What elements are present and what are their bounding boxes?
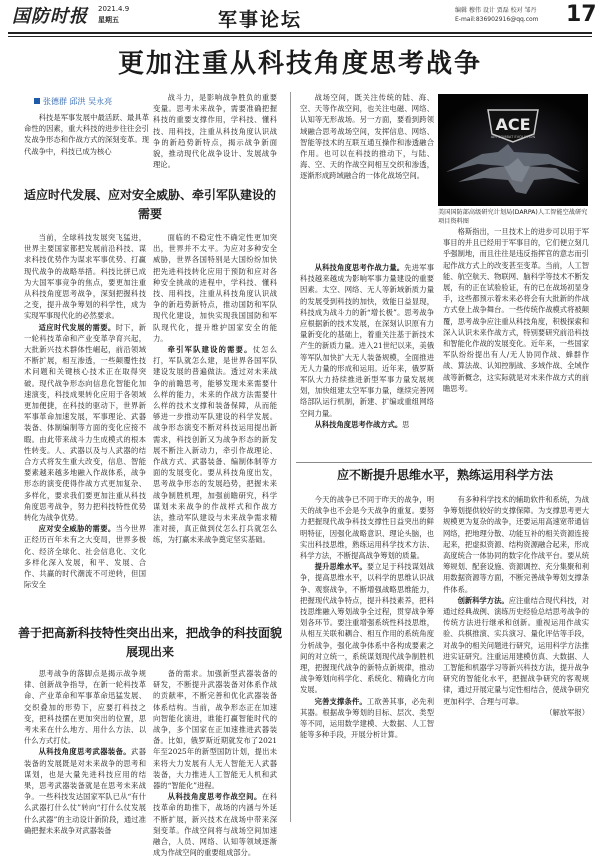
newspaper-logo: 国防时报: [12, 6, 88, 27]
fighter-jet-illustration: [438, 94, 588, 206]
section-title: 军事论坛: [218, 9, 303, 31]
masthead-rule-thin: [8, 36, 592, 37]
issue-date: 2021.4.9: [98, 5, 130, 13]
article-column-intro: 科技是军事发展中最活跃、最具革命性的因素，重大科技的进步往往会引发战争形态和作战方式的深刻变革。现代战争中，科技已成为核心: [24, 113, 149, 156]
ace-logo-text: ACE: [495, 115, 531, 134]
ace-program-image: [438, 94, 588, 206]
masthead: [0, 0, 600, 34]
article-headline: 更加注重从科技角度思考战争: [117, 49, 482, 79]
column-divider: [290, 92, 291, 822]
issue-weekday: 星期五: [98, 16, 119, 24]
editor-credits: 编辑 穆伟 设计 贾磊 校对 邹丹: [455, 7, 537, 14]
article-column-3: 战场空间，既关注传统的陆、海、空、天等作战空间，也关注电磁、网络、认知等无形战场。另一方面，要看到跨领域融合思考战场空间，发挥信息、网络、智能等技术的互联互通互操作和渗透融合作用。也可以在科技的推动下，与陆、海、空、天的作战空间相互交织和渗透，逐渐形成跨域融合的一体化战场空间。: [300, 93, 434, 181]
subhead-3: 应不断提升思维水平，熟练运用科学方法: [336, 468, 553, 482]
byline-authors: 张德群 邱洪 吴永亮: [43, 97, 113, 106]
section-divider: [296, 462, 592, 463]
subhead-1: 适应时代发展、应对安全威胁、牵引军队建设的需要: [23, 188, 276, 221]
page-number: 17: [566, 2, 597, 27]
article-column-2-lower: 备的需求。加强新型武器装备的研发，不断提升武器装备对体系作战的贡献率，不断完善和优化武器装备体系结构。当前，战争形态正在加速向智能化演进，谁能打赢智能时代的战争，多个国家在正加速推进武器装备。比如，俄罗斯近期就发布了2021年至2025年的新型国防计划，提出未来将大力发展有人无人智能无人武器装备，大力推进人工智能无人机和武器的“智能化”进程。 从科技角度思考作战空间。在科技革命的助推下，战场的内涵与外延不断扩展，新兴技术在战场中带来深刻变革。作战空间将与战场空间加速融合，人员、网络、认知等领域逐渐成为作战空间的重要组成部分。: [153, 669, 278, 858]
article-column-1: 当前，全球科技发展突飞猛进，世界主要国家都把发展前沿科技、谋求科技优势作为谋求军事优势、打赢现代战争的战略举措。科技比拼已成为大国军事竞争的焦点，要更加注重从科技角度思考战争，深刻把握科技之变，提升战争筹划的科学性，成为实现军事现代化的必然要求。 适应时代发展的需要。时下，新一轮科技革命和产业变革孕育兴起，大批新兴技术群体性崛起，前沿领域不断扩展，相互渗透，一些颠覆性技术问题和关键核心技术正在取得突破。现代战争形态向信息化智能化加速演变，科技成果转化应用于各领域更加便捷，在科技的驱动下，世界新军事革命加速发展，军事理论、武器装备、体制编制等方面的变化应接不暇。由此带来战斗力生成模式的根本性转变。人、武器以及与人武器的结合方式将发生重大改变，信息、智能要素越来越多地融入作战体系，战争形态的演变使得作战方式更加复杂、多样化，要求我们要更加注重从科技角度思考战争，努力把科技特性优势转化为战争优势。 应对安全威胁的需要。当今世界正经历百年未有之大变局，世界多极化、经济全球化、社会信息化、文化多样化深入发展，和平、发展、合作、共赢的时代潮流不可逆转，但国际安全: [24, 233, 147, 590]
article-column-1-lower: 思考战争的落脚点是揭示战争规律、创新战争指导，在新一轮科技革命、产业革命和军事革命迅猛发展、交织叠加的形势下，应要打科技之变，把科技摆在更加突出的位置，思考未来在什么地方、用什么方法、以什么方式打仗。 从科技角度思考武器装备。武器装备的发展既是对未来战争的思考和谋划，也是大量先进科技应用的结果，思考武器装备就是在思考未来战争。一些科技发达国家军队已从“有什么武器打什么仗”转向“打什么仗发展什么武器”的主动设计新阶段，通过准确把握未来战争对武器装备: [24, 669, 147, 835]
source-credit: （解放军报）: [545, 707, 589, 717]
article-column-3-mid: 从科技角度思考作战力量。先进军事科技越来越成为影响军事力量建设的重要因素。太空、网络、无人等新域新质力量的发展受到科技的加快，效能日益显现，科技成为战斗力的新“增长极”。思考战争应根据新的技术发展，在深刻认识原有力量新变化的基础上，着重关注基于新技术产生的新质力量。进入21世纪以来，美俄等军队加快扩大无人装备规模，全面推进无人力量的形成和运用。近年来，俄罗斯军队大力持续推进新型军事力量发展规划，加快组建太空军事力量，继续完善网络部队运行机制，新建、扩编或重组网络空间力量。 从科技角度思考作战方式。思: [300, 263, 434, 429]
byline: [34, 96, 112, 107]
article-column-2: 面临的不稳定性不确定性更加突出，世界并不太平。为应对多种安全威胁，世界各国特别是大国纷纷加快把先进科技转化应用于预防和应对各种安全挑战的进程中，学科技、懂科技、用科技，注重从科技角度认识战争的新趋势新特点，推动国防和军队现代化建设，加快实现我国国防和军队现代化，提升维护国家安全的能力。 牵引军队建设的需要。仗怎么打，军队就怎么建，是世界各国军队建设发展的普遍做法。透过对未来战争的前瞻思考，能够发现未来需要什么样的能力，未来的作战方法需要什么样的技术支撑和装备保障，从而能够进一步推动军队建设的科学发展。战争形态演变不断对科技运用提出新需求，科技创新又为战争形态的新发展不断注入新动力，牵引作战理论、作战方式、武器装备、编制体制等方面的发展变化。要从科技角度出发，思考战争形态的发展趋势，把握未来战争制胜机理，加强前瞻研究，科学谋划未来战争的作战样式和作战方法，推动军队建设与未来战争需求精准对接，真正做到仗怎么打兵就怎么练，为打赢未来战争奠定坚实基础。: [153, 233, 278, 545]
masthead-rule: [8, 32, 592, 34]
contact-email: E-mail:836902916@qq.com: [455, 16, 539, 23]
ace-logo-subtext: AIR COMBAT EVOLUTION: [490, 135, 536, 139]
byline-square-icon: [34, 98, 40, 104]
article-column-4-mid: 格斯指出，一旦技术上的进步可以用于军事目的并且已经用于军事目的，它们便立刻几乎强制地，而且往往是违反指挥官的意志而引起作战方式上的改变甚至变革。当前，人工智能、航空航天、物联网、脑科学等技术不断发展，有的正在试验验证，有的已在战场初显身手，这些都预示着未来必将会有大批新的作战方式登上战争舞台。一些传统作战模式将被颠覆，思考战争应注重从科技角度，积极探索和深入认识未来作战方式，特别要研究前沿科技和智能化作战的发展变化。近年来，一些国家军队纷纷提出有人/无人协同作战、蜂群作战、算法战、认知控制战、多域作战、全域作战等新概念，这实际就是对未来作战方式的前瞻思考。: [443, 227, 589, 393]
photo-caption: 美国国防部高级研究计划局(DARPA)人工智能空战研究项目资料图: [438, 209, 588, 225]
subhead-2: 善于把高新科技特性突出出来，把战争的科技面貌展现出来: [18, 626, 283, 659]
article-column-4-lower: 有多种科学技术的辅助软件和系统，为战争筹划提供较好的支撑保障。为支撑思考更大规模更为复杂的战争，还要运用高速宽带通信网络，把地理分散、功能互补的相关资源连接起来，把虚拟资源、结构资源融合起来，形成高度统合一体协同的数字化作战平台。要从统筹规划、配套设施、资源调控、充分集聚和利用数据资源等方面，不断完善战争筹划支撑条件体系。 创新科学方法。应注重结合现代科技，对通过经典战例、演练历史经验总结思考战争的传统方法进行继承和创新。重视运用作战实验、兵棋推演、实兵演习、量化评估等手段，对战争的相关问题进行研究，运用科学方法推进实证研究。注重运用建模仿真、大数据、人工智能和机器学习等新兴科技方法，提升战争研究的智能化水平，把握战争研究的客观规律，通过开展定量与定性相结合，使战争研究更加科学、合理与可靠。 （解放军报）: [443, 495, 590, 717]
article-column-3-lower: 今天的战争已不同于昨天的战争，明天的战争也不会是今天战争的重复。要努力把握现代战争科技支撑性日益突出的鲜明特征，因强化战略意识、理论头脑，也实出科技思维，熟练运用科学技术方法、科学方法，不断提高战争筹划的质量。 提升思维水平。要立足于科技谋划战争，提高思维水平，以科学的思维认识战争、观察战争，不断增强战略思维能力，把握现代战争特点，提升科技素养，把科技思维融入筹划战争全过程，贯穿战争筹划各环节。要注重增强系统性科技思维，从相互关联和耦合、相互作用的系统角度分析战争，强化战争体系中各构成要素之间的对立统一，系统谋划现代战争制胜机理，把握现代战争的新特点新规律，推动战争筹划向科学化、系统化、精确化方向发展。 完善支撑条件。工欲善其事，必先利其器。根据战争筹划的目标、层次、类型等不同，运用数学建模、大数据、人工智能等多种手段，开展分析计算。: [300, 495, 435, 740]
article-column-3-top: 战斗力，是影响战争胜负的重要变量。思考未来战争，需要准确把握科技的重要支撑作用，学科技、懂科技、用科技，注重从科技角度认识战争的新趋势新特点，揭示战争新面貌，推动现代化战争设计、发展战争理论。: [153, 93, 277, 170]
